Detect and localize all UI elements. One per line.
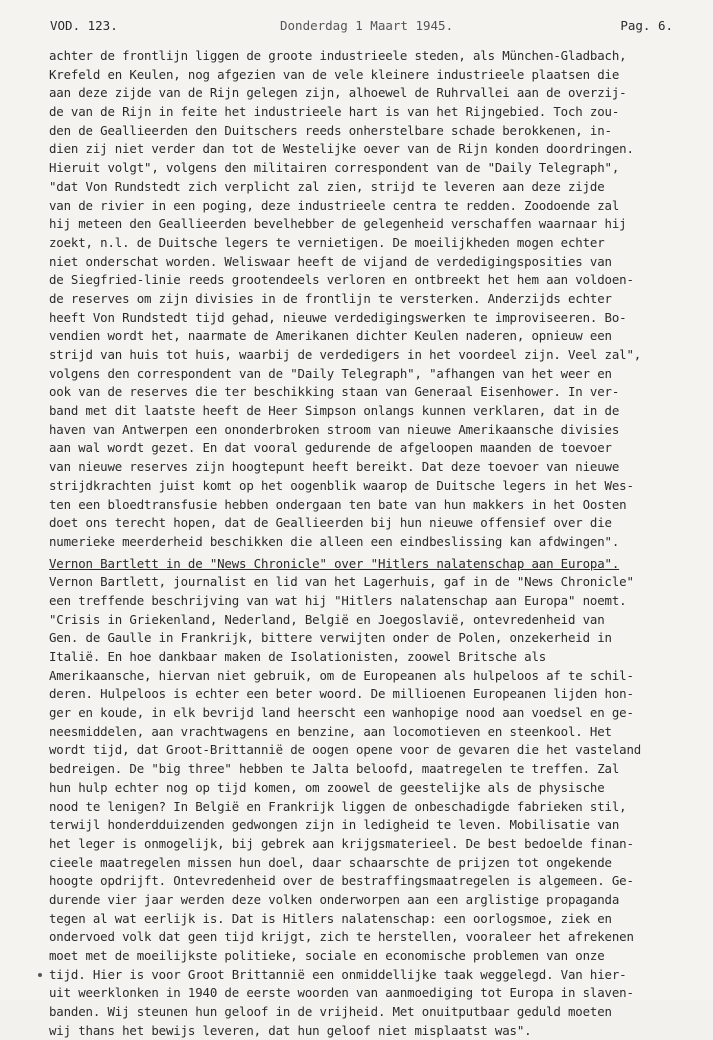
text-line: volgens den correspondent van de "Daily Telegraph", "afhangen van het weer en — [49, 365, 612, 381]
text-line: tegen al wat eerlijk is. Dat is Hitlers nalatenschap: een oorlogsmoe, ziek en — [49, 910, 612, 926]
section-heading: Vernon Bartlett in de "News Chronicle" over "Hitlers nalatenschap aan Europa". — [49, 555, 620, 571]
text-line: "dat Von Rundstedt zich verplicht zal zien, strijd te leveren aan deze zijde — [49, 178, 605, 194]
text-line: den de Geallieerden den Duitschers reeds onherstelbare schade berokkenen, in- — [49, 122, 612, 138]
text-line: een treffende beschrijving van wat hij "Hitlers nalatenschap aan Europa" noemt. — [49, 592, 627, 608]
text-line: van nieuwe reserves zijn hoogtepunt heeft bereikt. Dat deze toevoer van nieuwe — [49, 459, 620, 475]
text-line: deren. Hulpeloos is echter een beter woord. De millioenen Europeanen lijden hon- — [49, 686, 634, 702]
text-line: moet met de moeilijkste politieke, sociale en economische problemen van onze — [49, 948, 605, 963]
text-line: durende vier jaar werden deze volken onderworpen aan een arglistige propaganda — [49, 891, 620, 907]
text-line: nood te lenigen? In België en Frankrijk liggen de onbeschadigde fabrieken stil, — [49, 798, 627, 814]
text-line: numerieke meerderheid beschikken die alleen een eindbeslissing kan afdwingen". — [49, 533, 620, 549]
text-line: neesmiddelen, aan vrachtwagens en benzine, aan locomotieven en steenkool. Het — [49, 723, 612, 739]
text-line: haven van Antwerpen een ononderbroken stroom van nieuwe Amerikaansche divisies — [49, 421, 620, 437]
text-line: Vernon Bartlett, journalist en lid van het Lagerhuis, gaf in de "News Chronicle" — [49, 574, 634, 590]
text-line: cieele maatregelen missen hun doel, daar schaarschte de prijzen tot ongekende — [49, 854, 612, 870]
text-line: strijd van huis tot huis, waarbij de verdedigers in het voordeel zijn. Veel zal", — [49, 347, 642, 362]
text-line: Amerikaansche, hiervan niet gebruik, om de Europeanen als hulpeloos af te schil- — [49, 667, 634, 683]
page-header — [50, 18, 673, 38]
document-reference: VOD. 123. — [50, 18, 118, 33]
text-line: hij meteen den Geallieerden bevelhebber de gelegenheid verschaffen waarnaar hij — [49, 216, 627, 232]
text-line: Krefeld en Keulen, nog afgezien van de vele kleinere industrieele plaatsen die — [49, 66, 620, 82]
paragraph-1 — [49, 47, 689, 552]
text-line: bedreigen. De "big three" hebben te Jalta beloofd, maatregelen te treffen. Zal — [49, 761, 620, 777]
text-line: vendien wordt het, naarmate de Amerikanen dichter Keulen naderen, opnieuw een — [49, 328, 612, 344]
text-line: niet onderschat worden. Weliswaar heeft de vijand de verdedigingsposities van — [49, 253, 612, 269]
text-line: wordt tijd, dat Groot-Brittannië de oogen opene voor de gevaren die het vasteland — [49, 742, 642, 758]
text-line: uit weerklonken in 1940 de eerste woorden van aanmoediging tot Europa in slaven- — [49, 985, 634, 1001]
text-line: Hieruit volgt", volgens den militairen correspondent van de "Daily Telegraph", — [49, 160, 620, 176]
text-line: ondervoed volk dat geen tijd krijgt, zich te herstellen, vooraleer het afrekenen — [49, 929, 634, 945]
text-line: "Crisis in Griekenland, Nederland, België en Joegoslavië, ontevredenheid van — [49, 611, 605, 627]
text-line: hun hulp echter nog op tijd komen, om zoowel de geestelijke als de physische — [49, 779, 605, 795]
text-line: band met dit laatste heeft de Heer Simpson onlangs kunnen verklaren, dat in de — [49, 403, 620, 419]
text-line: de Siegfried-linie reeds grootendeels verloren en ontbreekt het hem aan voldoen- — [49, 272, 634, 288]
text-line: zoekt, n.l. de Duitsche legers te vernietigen. De moeilijkheden mogen echter — [49, 234, 605, 250]
text-line: ten een bloedtransfusie hebben ondergaan ten bate van hun makkers in het Oosten — [49, 496, 627, 512]
text-line: tijd. Hier is voor Groot Brittannië een onmiddellijke taak weggelegd. Van hier- — [49, 966, 627, 982]
text-line: heeft Von Rundstedt tijd gehad, nieuwe verdedigingswerken te improviseeren. Bo- — [49, 309, 627, 325]
text-line: hoogte opdrijft. Ontevredenheid over de bestraffingsmaatregelen is algemeen. Ge- — [49, 873, 634, 889]
text-line: dien zij niet verder dan tot de Westelijke oever van de Rijn konden doordringen. — [49, 141, 634, 157]
text-line: banden. Wij steunen hun geloof in de vrijheid. Met onuitputbaar geduld moeten — [49, 1004, 612, 1020]
paragraph-2 — [49, 573, 689, 1040]
text-line: het leger is onmogelijk, bij gebrek aan krijgsmaterieel. De best bedoelde finan- — [49, 835, 634, 851]
document-date: Donderdag 1 Maart 1945. — [280, 18, 454, 33]
document-body — [49, 47, 689, 1040]
text-line: van de rivier in een poging, deze industrieele centra te redden. Zoodoende zal — [49, 197, 620, 213]
text-line: achter de frontlijn liggen de groote industrieele steden, als München-Gladbach, — [49, 48, 627, 63]
text-line: strijdkrachten juist komt op het oogenblik waarop de Duitsche legers in het Wes- — [49, 477, 634, 493]
text-line: de van de Rijn in feite het industrieele hart is van het Rijngebied. Toch zou- — [49, 104, 620, 120]
text-line: Gen. de Gaulle in Frankrijk, bittere verwijten onder de Polen, onzekerheid in — [49, 630, 612, 646]
ink-mark — [38, 973, 42, 977]
text-line: aan deze zijde van de Rijn gelegen zijn, alhoewel de Ruhrvallei aan de overzij- — [49, 85, 627, 101]
text-line: Italië. En hoe dankbaar maken de Isolationisten, zoowel Britsche als — [49, 649, 547, 664]
text-line: aan wal wordt gezet. En dat vooral gedurende de afgeloopen maanden de toevoer — [49, 440, 612, 456]
text-line: de reserves om zijn divisies in de frontlijn te versterken. Anderzijds echter — [49, 290, 612, 306]
text-line: ook van de reserves die ter beschikking staan van Generaal Eisenhower. In ver- — [49, 384, 620, 400]
text-line: terwijl honderdduizenden gedwongen zijn in ledigheid te leven. Mobilisatie van — [49, 817, 620, 833]
text-line: ger en koude, in elk bevrijd land heerscht een wanhopige nood aan voedsel en ge- — [49, 705, 634, 721]
text-line: wij thans het bewijs leveren, dat hun geloof niet misplaatst was". — [49, 1022, 532, 1038]
text-line: doet ons terecht hopen, dat de Geallieerden bij hun nieuwe offensief over die — [49, 515, 612, 531]
page-number: Pag. 6. — [620, 18, 673, 33]
